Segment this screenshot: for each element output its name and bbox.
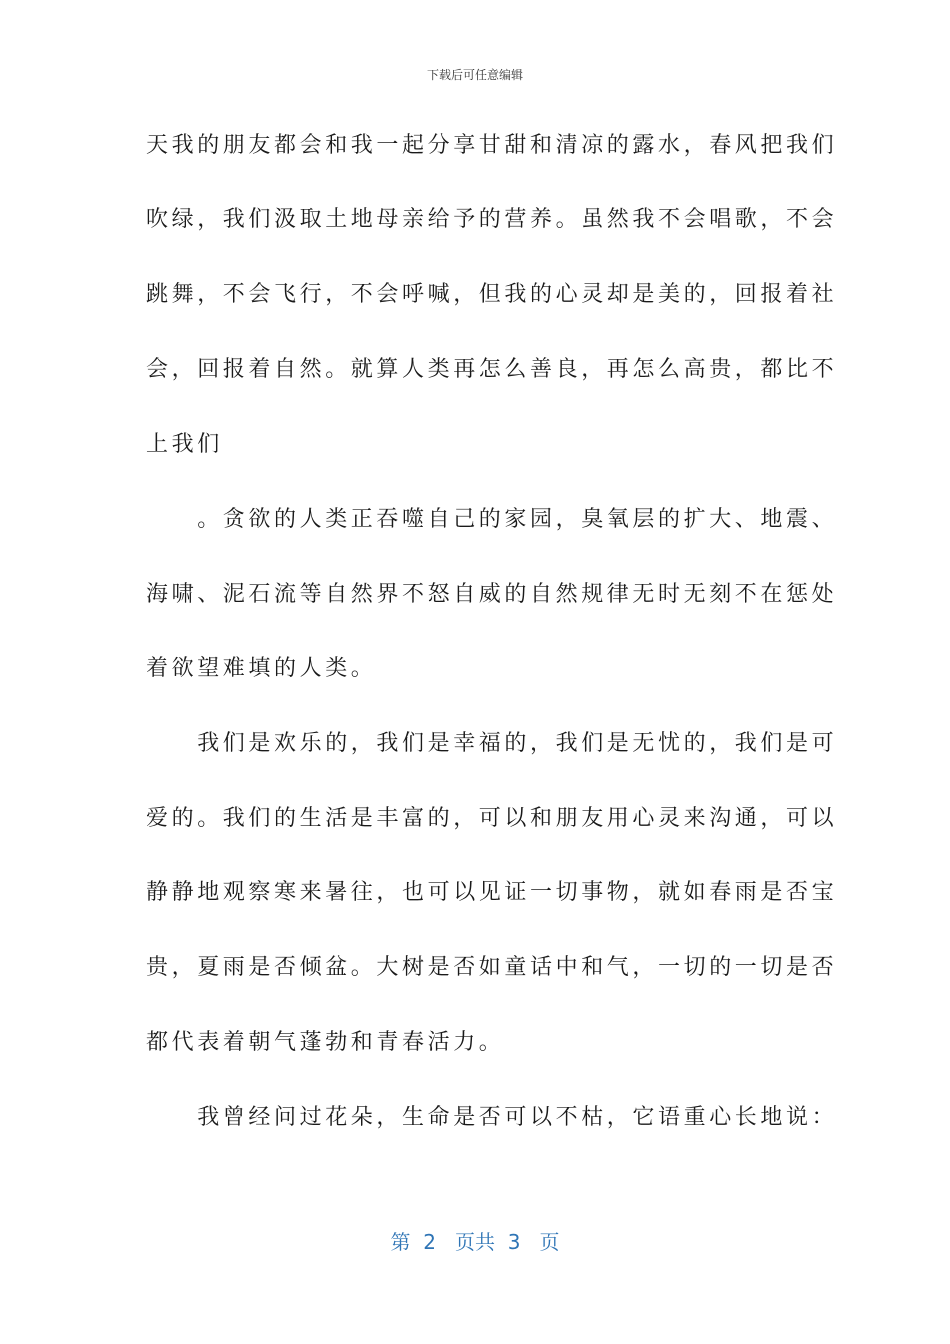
body-line: 着欲望难填的人类。 bbox=[146, 656, 377, 681]
body-line: 静静地观察寒来暑往，也可以见证一切事物，就如春雨是否宝 bbox=[146, 880, 838, 905]
body-line: 跳舞，不会飞行，不会呼喊，但我的心灵却是美的，回报着社 bbox=[146, 282, 838, 307]
page-header: 下载后可任意编辑 bbox=[426, 68, 523, 82]
page-number-footer: 第 2 页共 3 页 bbox=[390, 1230, 560, 1254]
body-line: 天我的朋友都会和我一起分享甘甜和清凉的露水，春风把我们 bbox=[146, 133, 838, 158]
body-line: 都代表着朝气蓬勃和青春活力。 bbox=[146, 1030, 505, 1055]
body-line: 爱的。我们的生活是丰富的，可以和朋友用心灵来沟通，可以 bbox=[146, 806, 838, 831]
body-line: 吹绿，我们汲取土地母亲给予的营养。虽然我不会唱歌，不会 bbox=[146, 207, 838, 232]
body-line: 海啸、泥石流等自然界不怒自威的自然规律无时无刻不在惩处 bbox=[146, 582, 838, 607]
body-line: 。贪欲的人类正吞噬自己的家园，臭氧层的扩大、地震、 bbox=[146, 507, 838, 532]
body-line: 我们是欢乐的，我们是幸福的，我们是无忧的，我们是可 bbox=[146, 731, 838, 756]
body-line: 会，回报着自然。就算人类再怎么善良，再怎么高贵，都比不 bbox=[146, 357, 838, 382]
body-line: 我曾经问过花朵，生命是否可以不枯，它语重心长地说： bbox=[146, 1105, 838, 1130]
body-line: 上我们 bbox=[146, 432, 223, 457]
body-line: 贵，夏雨是否倾盆。大树是否如童话中和气，一切的一切是否 bbox=[146, 955, 838, 980]
